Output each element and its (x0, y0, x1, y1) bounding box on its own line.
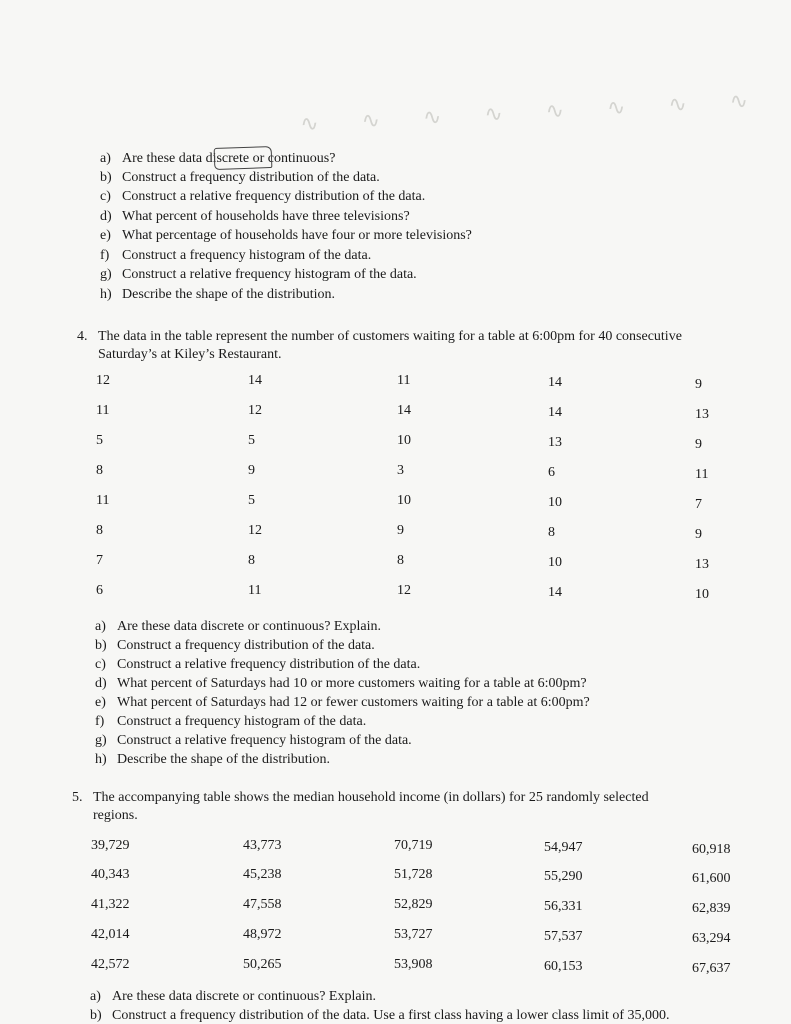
q4-cell: 9 (695, 437, 702, 452)
q3-part-a: a) Are these data discrete or continuous? (100, 151, 336, 166)
q4-cell: 10 (548, 555, 562, 570)
q5-cell: 70,719 (394, 838, 433, 853)
q4-cell: 12 (248, 403, 262, 418)
q4-cell: 14 (397, 403, 411, 418)
q3-part-f: f) Construct a frequency histogram of the data. (100, 248, 372, 263)
q4-cell: 10 (397, 493, 411, 508)
q4-cell: 13 (695, 557, 709, 572)
q4-cell: 11 (96, 403, 110, 418)
q5-cell: 39,729 (91, 838, 130, 853)
q4-cell: 9 (397, 523, 404, 538)
q4-cell: 6 (96, 583, 103, 598)
q4-text-line1: The data in the table represent the number of customers waiting for a table at 6:00pm for 40 consecutive (98, 329, 682, 344)
handwritten-circle-mark (214, 146, 273, 170)
bleed-through-marks: ∿ ∿ ∿ ∿ ∿ ∿ ∿ ∿ (299, 87, 767, 138)
q4-cell: 14 (548, 405, 562, 420)
q5-cell: 53,908 (394, 957, 433, 972)
q4-cell: 7 (96, 553, 103, 568)
q5-cell: 61,600 (692, 871, 731, 886)
q4-cell: 13 (695, 407, 709, 422)
q4-cell: 8 (548, 525, 555, 540)
q4-cell: 10 (548, 495, 562, 510)
q5-number: 5. (72, 790, 83, 805)
q5-cell: 40,343 (91, 867, 130, 882)
q3-part-d: d) What percent of households have three televisions? (100, 209, 410, 224)
q4-cell: 8 (248, 553, 255, 568)
q5-cell: 55,290 (544, 869, 583, 884)
q4-cell: 12 (248, 523, 262, 538)
q4-cell: 12 (96, 373, 110, 388)
q5-cell: 50,265 (243, 957, 282, 972)
q5-cell: 60,918 (692, 842, 731, 857)
q4-part-g: g) Construct a relative frequency histogram of the data. (95, 733, 412, 748)
q5-text-line2: regions. (93, 808, 138, 823)
q4-part-c: c) Construct a relative frequency distribution of the data. (95, 657, 421, 672)
q4-cell: 11 (397, 373, 411, 388)
q3-part-g: g) Construct a relative frequency histogram of the data. (100, 267, 417, 282)
q4-part-b: b) Construct a frequency distribution of the data. (95, 638, 375, 653)
q4-cell: 11 (248, 583, 262, 598)
q4-cell: 10 (695, 587, 709, 602)
q4-cell: 7 (695, 497, 702, 512)
q4-cell: 8 (397, 553, 404, 568)
q5-cell: 53,727 (394, 927, 433, 942)
q4-cell: 6 (548, 465, 555, 480)
q5-cell: 57,537 (544, 929, 583, 944)
q5-cell: 56,331 (544, 899, 583, 914)
q5-cell: 60,153 (544, 959, 583, 974)
q5-cell: 63,294 (692, 931, 731, 946)
q5-cell: 62,839 (692, 901, 731, 916)
q5-cell: 41,322 (91, 897, 130, 912)
q4-text-line2: Saturday’s at Kiley’s Restaurant. (98, 347, 282, 362)
q4-cell: 9 (695, 527, 702, 542)
q4-part-a: a) Are these data discrete or continuous? Explain. (95, 619, 381, 634)
q3-part-e: e) What percentage of households have four or more televisions? (100, 228, 472, 243)
q5-cell: 42,014 (91, 927, 130, 942)
q4-part-e: e) What percent of Saturdays had 12 or fewer customers waiting for a table at 6:00pm? (95, 695, 590, 710)
q4-cell: 9 (248, 463, 255, 478)
q4-cell: 14 (248, 373, 262, 388)
q5-text-line1: The accompanying table shows the median household income (in dollars) for 25 randomly selected (93, 790, 649, 805)
q4-cell: 12 (397, 583, 411, 598)
q4-part-d: d) What percent of Saturdays had 10 or more customers waiting for a table at 6:00pm? (95, 676, 587, 691)
q5-cell: 54,947 (544, 840, 583, 855)
q4-cell: 13 (548, 435, 562, 450)
q4-cell: 5 (248, 493, 255, 508)
q4-cell: 5 (248, 433, 255, 448)
q4-number: 4. (77, 329, 88, 344)
q5-cell: 43,773 (243, 838, 282, 853)
q4-cell: 11 (96, 493, 110, 508)
q4-part-h: h) Describe the shape of the distribution. (95, 752, 331, 767)
q5-cell: 52,829 (394, 897, 433, 912)
q3-part-b: b) Construct a frequency distribution of the data. (100, 170, 380, 185)
q4-cell: 10 (397, 433, 411, 448)
q4-cell: 8 (96, 523, 103, 538)
q5-cell: 42,572 (91, 957, 130, 972)
q4-cell: 8 (96, 463, 103, 478)
q4-cell: 11 (695, 467, 709, 482)
q5-part-a: a) Are these data discrete or continuous? Explain. (90, 989, 376, 1004)
q5-cell: 45,238 (243, 867, 282, 882)
q3-part-c: c) Construct a relative frequency distribution of the data. (100, 189, 426, 204)
q4-cell: 5 (96, 433, 103, 448)
q4-cell: 14 (548, 585, 562, 600)
q4-part-f: f) Construct a frequency histogram of the data. (95, 714, 367, 729)
q5-part-b: b) Construct a frequency distribution of the data. Use a first class having a lower class limit of 35,000. (90, 1008, 670, 1023)
q5-cell: 67,637 (692, 961, 731, 976)
q5-cell: 48,972 (243, 927, 282, 942)
q4-cell: 9 (695, 377, 702, 392)
q5-cell: 47,558 (243, 897, 282, 912)
q3-part-h: h) Describe the shape of the distribution. (100, 287, 336, 302)
q5-cell: 51,728 (394, 867, 433, 882)
q4-cell: 3 (397, 463, 404, 478)
q4-cell: 14 (548, 375, 562, 390)
